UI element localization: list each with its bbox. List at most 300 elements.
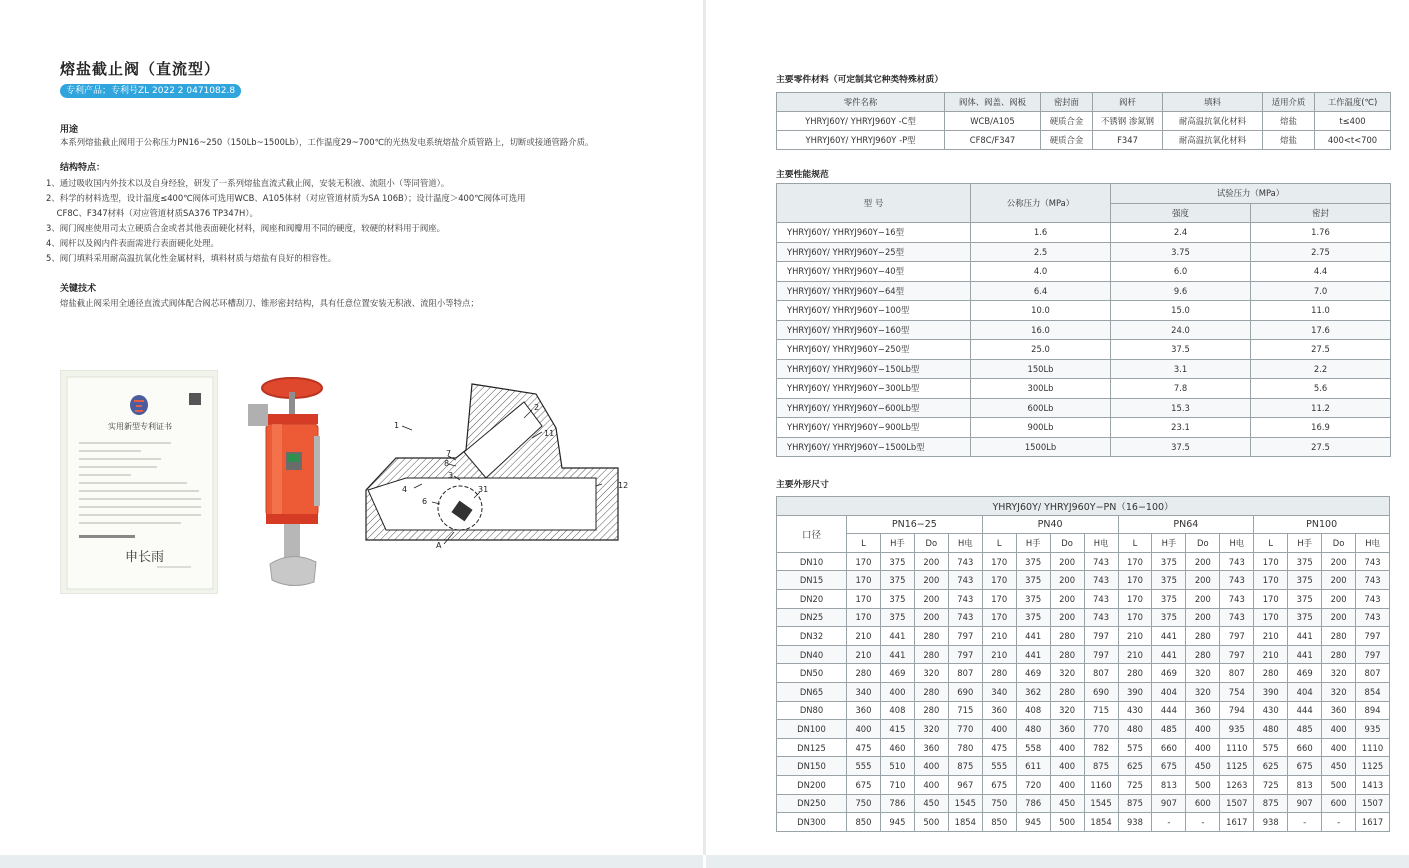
performance-table: [776, 183, 1391, 457]
table-cell: DN15: [777, 571, 847, 590]
table-cell: -: [1186, 813, 1220, 832]
table-cell: 320: [1322, 682, 1356, 701]
table-header-cell: 适用介质: [1263, 93, 1315, 112]
table-cell: 575: [1118, 738, 1152, 757]
features-heading: 结构特点：: [60, 163, 106, 173]
table-cell: 1854: [1084, 813, 1118, 832]
table-cell: 475: [982, 738, 1016, 757]
table-cell: 675: [1288, 757, 1322, 776]
table-cell: 280: [914, 682, 948, 701]
table-header-cell: L: [982, 534, 1016, 553]
table-cell: 875: [1084, 757, 1118, 776]
table-cell: 794: [1220, 701, 1254, 720]
table-cell: 480: [1254, 720, 1288, 739]
qr-code-icon: [189, 393, 201, 405]
table-cell: 375: [1152, 589, 1186, 608]
table-cell: 743: [1356, 589, 1390, 608]
table-cell: 150Lb: [971, 359, 1111, 379]
table-cell: 280: [847, 664, 881, 683]
table-cell: 16.9: [1251, 418, 1391, 438]
table-cell: YHRYJ60Y/ YHRYJ960Y−40型: [777, 262, 971, 282]
table-cell: 408: [880, 701, 914, 720]
table-cell: 170: [847, 608, 881, 627]
table-cell: 935: [1220, 720, 1254, 739]
table-cell: 500: [1186, 775, 1220, 794]
table-cell: YHRYJ60Y/ YHRYJ960Y−1500Lb型: [777, 437, 971, 457]
table-cell: 754: [1220, 682, 1254, 701]
table-row: [777, 552, 1390, 571]
table-cell: DN100: [777, 720, 847, 739]
diagram-label: 8: [444, 459, 450, 468]
table-cell: 375: [1288, 608, 1322, 627]
table-header-row: [777, 93, 1391, 112]
table-header-cell: 型 号: [777, 184, 971, 223]
table-cell: 375: [880, 571, 914, 590]
table-cell: 200: [1322, 589, 1356, 608]
table-cell: 200: [1186, 571, 1220, 590]
table-cell: 200: [1322, 571, 1356, 590]
table-cell: 200: [1050, 571, 1084, 590]
table-cell: 9.6: [1111, 281, 1251, 301]
table-cell: 780: [948, 738, 982, 757]
table-row: [777, 701, 1390, 720]
table-cell: 200: [914, 589, 948, 608]
table-cell: 797: [1356, 627, 1390, 646]
dimensions-table: [776, 496, 1390, 832]
table-row: [777, 131, 1391, 150]
valve-section-diagram: [356, 380, 636, 552]
table-header-cell: PN64: [1118, 515, 1254, 534]
table-row: [777, 738, 1390, 757]
table-cell: 797: [1084, 645, 1118, 664]
table-header-cell: 填料: [1163, 93, 1263, 112]
table-cell: YHRYJ60Y/ YHRYJ960Y−150Lb型: [777, 359, 971, 379]
table-cell: 170: [1254, 571, 1288, 590]
table-cell: 280: [1186, 627, 1220, 646]
table-cell: 797: [1220, 645, 1254, 664]
table-cell: 743: [948, 589, 982, 608]
table-cell: 450: [1050, 794, 1084, 813]
table-cell: 743: [1084, 608, 1118, 627]
table-cell: 404: [1152, 682, 1186, 701]
table-row: [777, 418, 1391, 438]
table-cell: 340: [982, 682, 1016, 701]
table-cell: 725: [1254, 775, 1288, 794]
table-cell: 熔盐: [1263, 131, 1315, 150]
table-cell: YHRYJ60Y/ YHRYJ960Y−250型: [777, 340, 971, 360]
diagram-label: 2: [534, 403, 540, 412]
table-header-cell: 密封面: [1041, 93, 1093, 112]
diagram-label: 12: [618, 481, 629, 490]
table-cell: 2.75: [1251, 242, 1391, 262]
table-cell: 375: [1152, 552, 1186, 571]
table-header-cell: H电: [1084, 534, 1118, 553]
table-cell: 375: [1152, 608, 1186, 627]
table-cell: YHRYJ60Y/ YHRYJ960Y -P型: [777, 131, 945, 150]
table-cell: 469: [1016, 664, 1050, 683]
table-cell: 450: [1186, 757, 1220, 776]
feature-line: 4、阀杆以及阀内件表面需进行表面硬化处理。: [46, 238, 219, 248]
table-cell: 200: [1050, 608, 1084, 627]
table-cell: 1617: [1220, 813, 1254, 832]
features-list: [46, 176, 526, 266]
table-row: [777, 775, 1390, 794]
table-row: [777, 398, 1391, 418]
key-tech-text: 熔盐截止阀采用全通径直流式阀体配合阀芯环槽刮刀、锥形密封结构，具有任意位置安装无积液、流阻小等特点；: [60, 298, 479, 308]
table-cell: 280: [914, 627, 948, 646]
table-cell: 786: [1016, 794, 1050, 813]
table-cell: 170: [982, 571, 1016, 590]
table-row: [777, 320, 1391, 340]
table-cell: 1507: [1356, 794, 1390, 813]
table-cell: 558: [1016, 738, 1050, 757]
table-cell: 耐高温抗氧化材料: [1163, 112, 1263, 131]
table-cell: 170: [1254, 608, 1288, 627]
table-cell: 1.6: [971, 223, 1111, 243]
table-cell: 967: [948, 775, 982, 794]
table-cell: 797: [948, 627, 982, 646]
table-cell: 1545: [948, 794, 982, 813]
table-cell: 441: [1152, 627, 1186, 646]
table-cell: DN10: [777, 552, 847, 571]
table-cell: 485: [1152, 720, 1186, 739]
table-cell: 1110: [1220, 738, 1254, 757]
table-cell: 404: [1288, 682, 1322, 701]
table-cell: 17.6: [1251, 320, 1391, 340]
table-cell: 280: [1050, 645, 1084, 664]
table-cell: 444: [1288, 701, 1322, 720]
table-cell: 280: [1322, 627, 1356, 646]
table-header-cell: 阀体、阀盖、阀板: [945, 93, 1041, 112]
table-row: [777, 379, 1391, 399]
table-cell: 1.76: [1251, 223, 1391, 243]
table-cell: 280: [1186, 645, 1220, 664]
table-cell: 710: [880, 775, 914, 794]
table-cell: 555: [847, 757, 881, 776]
table-cell: -: [1322, 813, 1356, 832]
table-cell: 6.4: [971, 281, 1111, 301]
table-cell: 743: [1084, 589, 1118, 608]
table-cell: 782: [1084, 738, 1118, 757]
table-header-cell: H电: [1356, 534, 1390, 553]
table-cell: 907: [1152, 794, 1186, 813]
table-cell: 750: [982, 794, 1016, 813]
page-title: 熔盐截止阀（直流型）: [60, 60, 221, 78]
table-cell: 375: [1016, 608, 1050, 627]
table-cell: 475: [847, 738, 881, 757]
table-cell: 945: [880, 813, 914, 832]
table-cell: 850: [847, 813, 881, 832]
table-cell: 360: [1050, 720, 1084, 739]
table-cell: 340: [847, 682, 881, 701]
table-cell: 16.0: [971, 320, 1111, 340]
table-cell: 430: [1254, 701, 1288, 720]
table-cell: DN25: [777, 608, 847, 627]
diagram-label: 7: [446, 449, 452, 458]
table-cell: DN32: [777, 627, 847, 646]
table-cell: 210: [847, 645, 881, 664]
table-cell: 441: [880, 627, 914, 646]
table-row: [777, 627, 1390, 646]
table-cell: 400: [1050, 738, 1084, 757]
table-cell: 625: [1254, 757, 1288, 776]
table-cell: DN250: [777, 794, 847, 813]
materials-heading: 主要零件材料（可定制其它种类特殊材质）: [776, 75, 944, 85]
diagram-label: 4: [402, 485, 408, 494]
table-cell: 600: [1186, 794, 1220, 813]
table-cell: 375: [880, 589, 914, 608]
table-cell: 200: [1322, 608, 1356, 627]
table-cell: 25.0: [971, 340, 1111, 360]
table-cell: 813: [1152, 775, 1186, 794]
table-cell: 690: [1084, 682, 1118, 701]
table-cell: DN150: [777, 757, 847, 776]
table-cell: 200: [914, 571, 948, 590]
table-cell: 441: [1016, 627, 1050, 646]
table-cell: 400: [914, 757, 948, 776]
table-cell: 1854: [948, 813, 982, 832]
table-cell: 170: [982, 589, 1016, 608]
table-cell: 555: [982, 757, 1016, 776]
table-cell: 875: [1254, 794, 1288, 813]
table-cell: 1263: [1220, 775, 1254, 794]
table-cell: 625: [1118, 757, 1152, 776]
table-cell: 280: [914, 701, 948, 720]
table-cell: 320: [1322, 664, 1356, 683]
table-row: [777, 720, 1390, 739]
table-cell: YHRYJ60Y/ YHRYJ960Y−900Lb型: [777, 418, 971, 438]
table-cell: 320: [914, 720, 948, 739]
table-cell: 770: [948, 720, 982, 739]
table-cell: 500: [1050, 813, 1084, 832]
table-row: [777, 359, 1391, 379]
table-header-cell: 试验压力（MPa）: [1111, 184, 1391, 204]
table-header-cell: H电: [1220, 534, 1254, 553]
table-cell: 600Lb: [971, 398, 1111, 418]
table-cell: 400: [1186, 738, 1220, 757]
table-cell: 444: [1152, 701, 1186, 720]
table-cell: 743: [1356, 571, 1390, 590]
table-header-cell: H电: [948, 534, 982, 553]
table-cell: 935: [1356, 720, 1390, 739]
table-cell: CF8C/F347: [945, 131, 1041, 150]
table-cell: 170: [1118, 552, 1152, 571]
table-cell: 375: [1016, 571, 1050, 590]
valve-photo: [236, 374, 334, 592]
table-cell: 510: [880, 757, 914, 776]
table-cell: 280: [914, 645, 948, 664]
table-cell: 170: [1118, 571, 1152, 590]
table-row: [777, 794, 1390, 813]
table-cell: 7.0: [1251, 281, 1391, 301]
table-title: YHRYJ60Y/ YHRYJ960Y−PN（16−100）: [777, 497, 1390, 516]
table-cell: 1617: [1356, 813, 1390, 832]
table-cell: 硬质合金: [1041, 131, 1093, 150]
table-cell: 210: [982, 645, 1016, 664]
table-cell: 360: [914, 738, 948, 757]
table-cell: 415: [880, 720, 914, 739]
table-cell: 320: [1186, 664, 1220, 683]
table-cell: 6.0: [1111, 262, 1251, 282]
table-cell: 360: [1322, 701, 1356, 720]
table-cell: 170: [1254, 589, 1288, 608]
diagram-label: 6: [422, 497, 428, 506]
table-cell: 熔盐: [1263, 112, 1315, 131]
table-cell: 715: [1084, 701, 1118, 720]
table-cell: 170: [847, 552, 881, 571]
table-cell: 400: [1186, 720, 1220, 739]
table-header-cell: 零件名称: [777, 93, 945, 112]
table-cell: 390: [1254, 682, 1288, 701]
table-cell: 210: [847, 627, 881, 646]
table-cell: 807: [1220, 664, 1254, 683]
table-cell: 1507: [1220, 794, 1254, 813]
table-cell: 675: [847, 775, 881, 794]
table-cell: DN20: [777, 589, 847, 608]
table-cell: 797: [1356, 645, 1390, 664]
table-cell: YHRYJ60Y/ YHRYJ960Y−300Lb型: [777, 379, 971, 399]
table-row: [777, 262, 1391, 282]
table-header-cell: H手: [1288, 534, 1322, 553]
table-cell: 807: [1356, 664, 1390, 683]
table-header-cell: Do: [1322, 534, 1356, 553]
table-cell: 3.1: [1111, 359, 1251, 379]
feature-line: 2、科学的材料选型，设计温度≤400℃阀体可选用WCB、A105体材（对应管道材质为SA 106B）；设计温度＞400℃阀体可选用: [46, 193, 526, 203]
table-cell: 938: [1118, 813, 1152, 832]
table-cell: 11.2: [1251, 398, 1391, 418]
table-cell: 807: [1084, 664, 1118, 683]
table-cell: DN40: [777, 645, 847, 664]
diagram-label: 1: [394, 421, 400, 430]
table-cell: 360: [1186, 701, 1220, 720]
table-cell: 5.6: [1251, 379, 1391, 399]
table-cell: 813: [1288, 775, 1322, 794]
table-cell: DN50: [777, 664, 847, 683]
table-cell: 400: [880, 682, 914, 701]
table-header-row: [777, 497, 1390, 516]
table-cell: 1413: [1356, 775, 1390, 794]
table-header-cell: H手: [880, 534, 914, 553]
table-cell: 375: [1152, 571, 1186, 590]
table-cell: 875: [948, 757, 982, 776]
table-row: [777, 682, 1390, 701]
table-cell: 375: [1016, 589, 1050, 608]
table-cell: -: [1288, 813, 1322, 832]
table-row: [777, 813, 1390, 832]
table-cell: 441: [1288, 645, 1322, 664]
table-cell: 500: [914, 813, 948, 832]
table-row: [777, 223, 1391, 243]
certificate-graphic: [61, 371, 219, 595]
table-cell: 786: [880, 794, 914, 813]
table-cell: 720: [1016, 775, 1050, 794]
table-cell: DN65: [777, 682, 847, 701]
table-header-cell: L: [1118, 534, 1152, 553]
table-cell: 170: [847, 589, 881, 608]
table-cell: 400: [1050, 757, 1084, 776]
table-cell: DN200: [777, 775, 847, 794]
table-cell: 611: [1016, 757, 1050, 776]
table-cell: 715: [948, 701, 982, 720]
table-row: [777, 112, 1391, 131]
table-cell: 200: [1186, 608, 1220, 627]
table-cell: 743: [1220, 571, 1254, 590]
table-cell: 15.0: [1111, 301, 1251, 321]
table-cell: 743: [948, 571, 982, 590]
table-cell: 460: [880, 738, 914, 757]
table-header-cell: PN16−25: [847, 515, 983, 534]
table-cell: 660: [1288, 738, 1322, 757]
table-cell: 10.0: [971, 301, 1111, 321]
table-cell: 945: [1016, 813, 1050, 832]
table-header-cell: Do: [1050, 534, 1084, 553]
table-cell: 807: [948, 664, 982, 683]
table-cell: 200: [1186, 552, 1220, 571]
table-cell: 200: [1050, 589, 1084, 608]
certificate-signature: 申长雨: [125, 550, 165, 565]
usage-heading: 用途: [60, 125, 79, 135]
table-cell: t≤400: [1315, 112, 1391, 131]
table-cell: 23.1: [1111, 418, 1251, 438]
table-cell: 200: [1322, 552, 1356, 571]
table-cell: 1545: [1084, 794, 1118, 813]
table-cell: 200: [1050, 552, 1084, 571]
table-cell: 170: [1118, 608, 1152, 627]
table-cell: 469: [1152, 664, 1186, 683]
table-cell: 320: [1050, 701, 1084, 720]
table-header-cell: PN100: [1254, 515, 1390, 534]
table-cell: 280: [982, 664, 1016, 683]
table-cell: WCB/A105: [945, 112, 1041, 131]
emblem-icon: [130, 395, 148, 415]
table-cell: 210: [1118, 627, 1152, 646]
table-cell: 938: [1254, 813, 1288, 832]
table-cell: 675: [1152, 757, 1186, 776]
table-cell: F347: [1093, 131, 1163, 150]
table-cell: 280: [1322, 645, 1356, 664]
table-cell: 575: [1254, 738, 1288, 757]
table-cell: 750: [847, 794, 881, 813]
table-cell: 2.2: [1251, 359, 1391, 379]
table-header-cell: 工作温度(℃): [1315, 93, 1391, 112]
table-header-row: [777, 534, 1390, 553]
table-cell: 441: [1288, 627, 1322, 646]
table-cell: 15.3: [1111, 398, 1251, 418]
table-row: [777, 664, 1390, 683]
table-cell: 375: [880, 552, 914, 571]
key-tech-heading: 关键技术: [60, 284, 97, 294]
table-header-cell: 口径: [777, 515, 847, 552]
table-header-cell: H手: [1152, 534, 1186, 553]
table-cell: 743: [1220, 552, 1254, 571]
table-cell: 320: [1050, 664, 1084, 683]
table-cell: 2.4: [1111, 223, 1251, 243]
table-cell: 210: [982, 627, 1016, 646]
table-cell: 450: [914, 794, 948, 813]
table-cell: 485: [1288, 720, 1322, 739]
table-cell: 400: [1322, 720, 1356, 739]
table-cell: 500: [1322, 775, 1356, 794]
table-header-cell: 强度: [1111, 203, 1251, 223]
table-row: [777, 589, 1390, 608]
table-cell: 37.5: [1111, 340, 1251, 360]
table-cell: 170: [1118, 589, 1152, 608]
table-cell: YHRYJ60Y/ YHRYJ960Y−600Lb型: [777, 398, 971, 418]
table-row: [777, 608, 1390, 627]
table-cell: 耐高温抗氧化材料: [1163, 131, 1263, 150]
feature-line: 5、阀门填料采用耐高温抗氧化性金属材料，填料材质与熔盐有良好的相容性。: [46, 253, 337, 263]
table-cell: 1125: [1220, 757, 1254, 776]
